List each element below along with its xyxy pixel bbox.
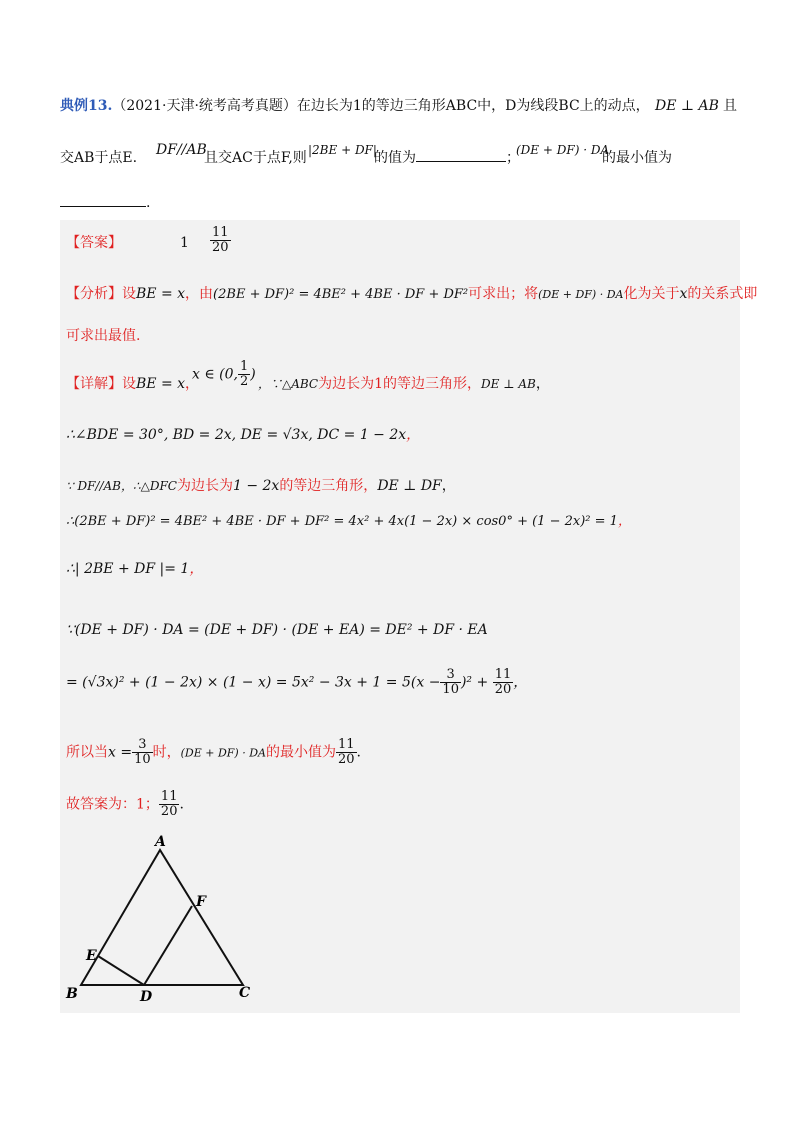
label-a: A	[155, 834, 166, 850]
answer-value-2: $\frac{11}{20}$	[212, 225, 229, 255]
question-text-2b: 且交AC于点F,则	[204, 150, 307, 166]
analysis-line-2: 可求出最值.	[66, 328, 141, 344]
label-f: F	[196, 894, 206, 910]
detail-line-5: ∴| 2BE + DF |= 1，	[66, 561, 204, 577]
question-cond-perp: DE ⊥ AB	[655, 98, 719, 114]
answer-label: 【答案】	[66, 235, 122, 251]
question-expr-1: |2BE + DF|	[308, 143, 377, 157]
answer-value-1: 1	[180, 235, 189, 251]
detail-line-1: 【详解】设BE = x，	[66, 376, 200, 392]
analysis-label: 【分析】	[66, 286, 122, 302]
detail-line-6: ∵(DE + DF) · DA = (DE + DF) · (DE + EA) = DE² + DF · EA	[66, 622, 488, 638]
question-line-3: .	[60, 193, 150, 213]
question-expr-2: (DE + DF) · DA	[516, 143, 610, 157]
detail-line-1b: ，∵△ABC为边长为1的等边三角形，DE ⊥ AB，	[258, 376, 550, 392]
label-d: D	[140, 989, 153, 1005]
question-text-2c: 的值为 ；	[374, 150, 520, 166]
analysis-line-1: 【分析】设BE = x，由(2BE + DF)² = 4BE² + 4BE · DF + DF²可求出；将(DE + DF) · DA化为关于x的关系式即	[66, 286, 758, 302]
detail-line-7: = (√3x)² + (1 − 2x) × (1 − x) = 5x² − 3x + 1 = 5(x − $\frac{3}{10}$ )² + $\frac{11}{20}$ ，	[66, 667, 528, 697]
question-label: 典例13.	[60, 98, 113, 114]
detail-line-3: ∵ DF//AB，∴△DFC为边长为1 − 2x的等边三角形，DE ⊥ DF，	[66, 478, 456, 494]
detail-label: 【详解】	[66, 376, 122, 392]
detail-line-4: ∴(2BE + DF)² = 4BE² + 4BE · DF + DF² = 4x² + 4x(1 − 2x) × cos0° + (1 − 2x)² = 1，	[66, 514, 631, 529]
question-text-2d: 的最小值为	[602, 150, 672, 166]
question-text-1: 在边长为1的等边三角形ABC中，D为线段BC上的动点，	[296, 98, 650, 114]
triangle-figure	[60, 830, 280, 1010]
detail-domain: x ∈ (0, $\frac{1}{2}$ )	[192, 359, 256, 389]
triangle-abc	[81, 850, 243, 985]
question-line1-end: 且	[723, 98, 737, 114]
question-text-2a: 交AB于点E.	[60, 150, 138, 166]
question-source: （2021·天津·统考高考真题）	[112, 98, 297, 114]
detail-line-9: 故答案为：1； $\frac{11}{20}$ .	[66, 789, 184, 819]
label-c: C	[239, 985, 251, 1001]
label-b: B	[66, 986, 78, 1002]
segment-df	[144, 906, 192, 985]
label-e: E	[86, 948, 97, 964]
question-cond-parallel: DF//AB	[156, 142, 207, 158]
detail-line-8: 所以当x = $\frac{3}{10}$ 时，(DE + DF) · DA的最小值为 $\frac{11}{20}$ .	[66, 737, 361, 767]
detail-line-2: ∴∠BDE = 30°, BD = 2x, DE = √3x, DC = 1 − 2x，	[66, 427, 421, 443]
question-line-1	[60, 96, 650, 116]
segment-de	[98, 956, 144, 985]
question-line-2	[60, 148, 137, 168]
